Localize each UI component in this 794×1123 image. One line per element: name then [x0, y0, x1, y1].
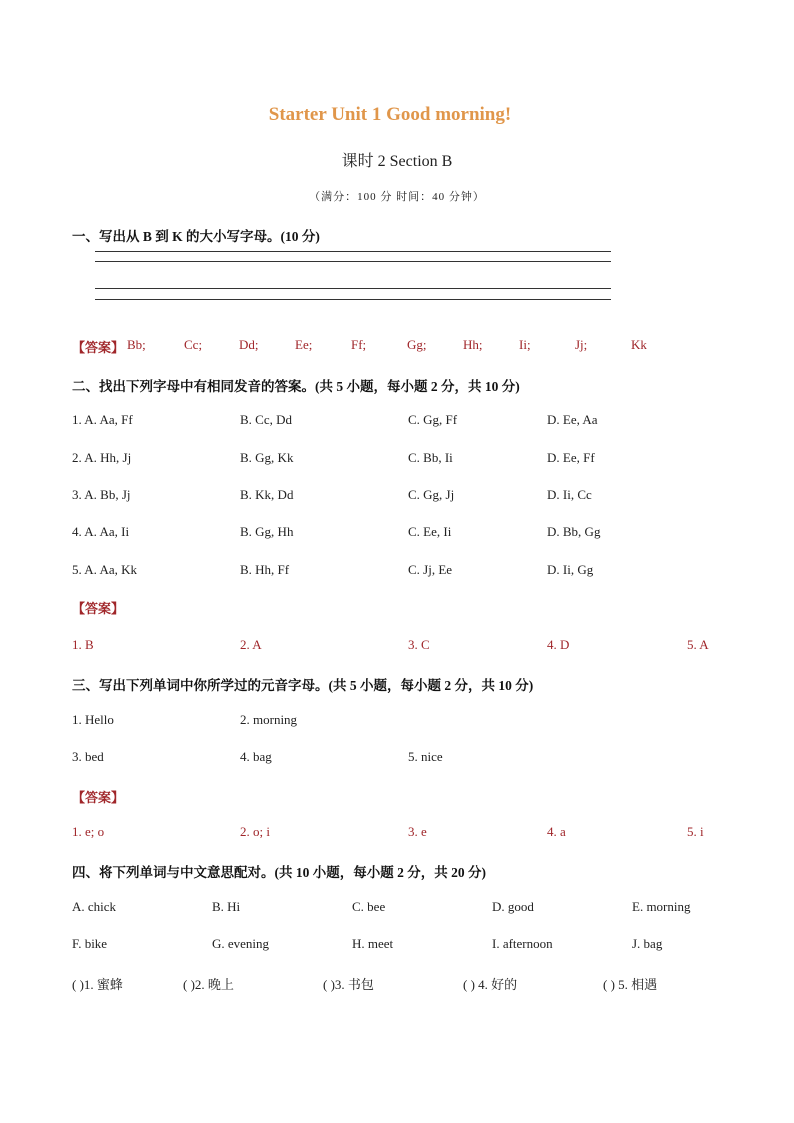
match-option: F. bike: [72, 936, 108, 951]
answer-label: 【答案】: [72, 601, 125, 616]
question-option: D. Ee, Aa: [547, 412, 598, 427]
match-option: A. chick: [72, 899, 117, 914]
word-item: 1. Hello: [72, 712, 114, 727]
answer-item: 5. i: [687, 824, 704, 839]
question-option: 5. A. Aa, Kk: [72, 562, 137, 577]
match-option: J. bag: [632, 936, 663, 951]
answer-item: Jj;: [575, 337, 588, 352]
option-row: [0, 899, 794, 917]
answer-item: 1. B: [72, 637, 94, 652]
question-option: B. Kk, Dd: [240, 487, 294, 502]
answer-item: 2. o; i: [240, 824, 270, 839]
answer-item: Ii;: [519, 337, 531, 352]
answer-item: 2. A: [240, 637, 262, 652]
section1-answer-row: [0, 337, 794, 355]
match-item[interactable]: ( )2. 晚上: [183, 977, 234, 992]
question-row: [0, 450, 794, 468]
answer-label: 【答案】: [72, 340, 125, 355]
question-option: 1. A. Aa, Ff: [72, 412, 133, 427]
answer-item: 4. D: [547, 637, 570, 652]
answer-item: Dd;: [239, 337, 259, 352]
answer-item: 3. C: [408, 637, 430, 652]
question-option: C. Gg, Jj: [408, 487, 455, 502]
question-row: [0, 412, 794, 430]
word-row: [0, 712, 794, 730]
section3-answer-row: [0, 824, 794, 842]
section4-heading: 四、将下列单词与中文意思配对。(共 10 小题，每小题 2 分，共 20 分): [72, 865, 486, 880]
word-item: 4. bag: [240, 749, 272, 764]
word-item: 5. nice: [408, 749, 443, 764]
match-option: D. good: [492, 899, 534, 914]
section1-heading: 一、写出从 B 到 K 的大小写字母。(10 分): [72, 229, 320, 244]
answer-item: 5. A: [687, 637, 709, 652]
writing-line: [95, 251, 611, 252]
match-option: I. afternoon: [492, 936, 553, 951]
answer-item: 4. a: [547, 824, 566, 839]
match-item[interactable]: ( ) 5. 相遇: [603, 977, 658, 992]
score-time-info: （满分：100 分 时间：40 分钟）: [309, 191, 485, 203]
word-item: 3. bed: [72, 749, 104, 764]
match-option: E. morning: [632, 899, 691, 914]
question-option: D. Ii, Gg: [547, 562, 594, 577]
question-option: B. Cc, Dd: [240, 412, 292, 427]
match-option: B. Hi: [212, 899, 241, 914]
answer-item: 3. e: [408, 824, 427, 839]
match-option: C. bee: [352, 899, 386, 914]
answer-item: Cc;: [184, 337, 203, 352]
question-option: 4. A. Aa, Ii: [72, 524, 130, 539]
word-item: 2. morning: [240, 712, 298, 727]
question-option: D. Ee, Ff: [547, 450, 595, 465]
writing-line: [95, 261, 611, 262]
match-item[interactable]: ( ) 4. 好的: [463, 977, 518, 992]
answer-label: 【答案】: [72, 790, 125, 805]
match-item[interactable]: ( )1. 蜜蜂: [72, 977, 123, 992]
section2-heading: 二、找出下列字母中有相同发音的答案。(共 5 小题，每小题 2 分，共 10 分): [72, 379, 520, 394]
question-row: [0, 562, 794, 580]
match-option: G. evening: [212, 936, 270, 951]
document-title: Starter Unit 1 Good morning!: [268, 104, 512, 125]
answer-item: Kk: [631, 337, 647, 352]
answer-item: Ee;: [295, 337, 313, 352]
section3-heading: 三、写出下列单词中你所学过的元音字母。(共 5 小题，每小题 2 分，共 10 分): [72, 678, 534, 693]
question-option: C. Gg, Ff: [408, 412, 458, 427]
match-option: H. meet: [352, 936, 394, 951]
question-option: D. Ii, Cc: [547, 487, 592, 502]
question-option: C. Ee, Ii: [408, 524, 452, 539]
question-option: D. Bb, Gg: [547, 524, 601, 539]
answer-item: Gg;: [407, 337, 427, 352]
question-option: B. Gg, Hh: [240, 524, 294, 539]
writing-line: [95, 288, 611, 289]
word-row: [0, 749, 794, 767]
answer-item: Ff;: [351, 337, 367, 352]
question-option: 2. A. Hh, Jj: [72, 450, 132, 465]
question-option: B. Hh, Ff: [240, 562, 290, 577]
match-item[interactable]: ( )3. 书包: [323, 977, 374, 992]
question-option: B. Gg, Kk: [240, 450, 294, 465]
answer-item: 1. e; o: [72, 824, 105, 839]
question-option: C. Jj, Ee: [408, 562, 453, 577]
writing-line: [95, 299, 611, 300]
question-option: 3. A. Bb, Jj: [72, 487, 131, 502]
match-item-row: [0, 974, 794, 992]
question-option: C. Bb, Ii: [408, 450, 453, 465]
answer-item: Bb;: [127, 337, 146, 352]
question-row: [0, 487, 794, 505]
question-row: [0, 524, 794, 542]
section2-answer-row: [0, 637, 794, 655]
document-subtitle: 课时 2 Section B: [341, 153, 453, 170]
option-row: [0, 936, 794, 954]
answer-item: Hh;: [463, 337, 483, 352]
